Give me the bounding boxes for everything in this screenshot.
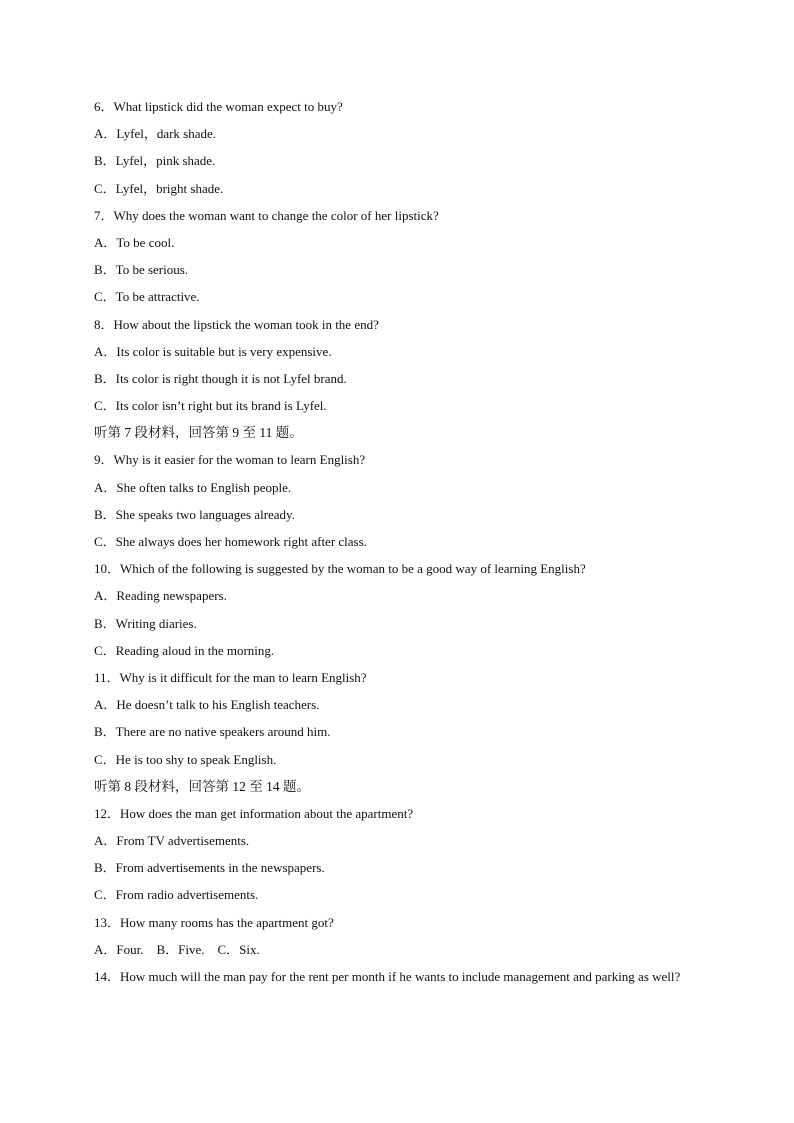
question-10: 10．Which of the following is suggested by the woman to be a good way of learning English?: [94, 561, 586, 577]
section-heading-7: 听第 7 段材料，回答第 9 至 11 题。: [94, 425, 303, 441]
question-9: 9．Why is it easier for the woman to learn English?: [94, 452, 366, 468]
option-9c: C．She always does her homework right after class.: [94, 534, 367, 549]
question-8: 8．How about the lipstick the woman took in the end?: [94, 316, 379, 332]
question-12: 12．How does the man get information about the apartment?: [94, 805, 414, 821]
question-13: 13．How many rooms has the apartment got?: [94, 914, 334, 930]
option-8c: C．Its color isn’t right but its brand is Lyfel.: [94, 398, 327, 414]
option-7c: C．To be attractive.: [94, 289, 200, 305]
option-6a: A．Lyfel，dark shade.: [94, 126, 217, 142]
option-7b: B．To be serious.: [94, 262, 189, 278]
option-9a: A．She often talks to English people.: [94, 479, 292, 495]
option-8a: A．Its color is suitable but is very expensive.: [94, 343, 332, 359]
question-list: [94, 93, 706, 990]
option-12a: A．From TV advertisements.: [94, 833, 250, 849]
option-12c: C．From radio advertisements.: [94, 887, 259, 903]
question-14: 14．How much will the man pay for the rent per month if he wants to include management and parking as well?: [94, 969, 681, 984]
option-7a: A．To be cool.: [94, 234, 175, 250]
option-11a: A．He doesn’t talk to his English teachers.: [94, 697, 320, 713]
option-6c: C．Lyfel，bright shade.: [94, 180, 224, 196]
question-7: 7．Why does the woman want to change the color of her lipstick?: [94, 207, 439, 223]
option-8b: B．Its color is right though it is not Lyfel brand.: [94, 370, 347, 386]
question-6: 6．What lipstick did the woman expect to buy?: [94, 99, 343, 114]
option-6b: B．Lyfel，pink shade.: [94, 153, 216, 169]
options-13: A．Four. B．Five. C．Six.: [94, 941, 260, 957]
option-10b: B．Writing diaries.: [94, 615, 197, 631]
option-9b: B．She speaks two languages already.: [94, 506, 295, 522]
question-11: 11．Why is it difficult for the man to learn English?: [94, 669, 367, 685]
option-11c: C．He is too shy to speak English.: [94, 751, 277, 767]
option-10c: C．Reading aloud in the morning.: [94, 642, 275, 658]
option-11b: B．There are no native speakers around him.: [94, 724, 331, 740]
section-heading-8: 听第 8 段材料，回答第 12 至 14 题。: [94, 778, 310, 794]
option-10a: A．Reading newspapers.: [94, 588, 227, 604]
option-12b: B．From advertisements in the newspapers.: [94, 860, 325, 876]
